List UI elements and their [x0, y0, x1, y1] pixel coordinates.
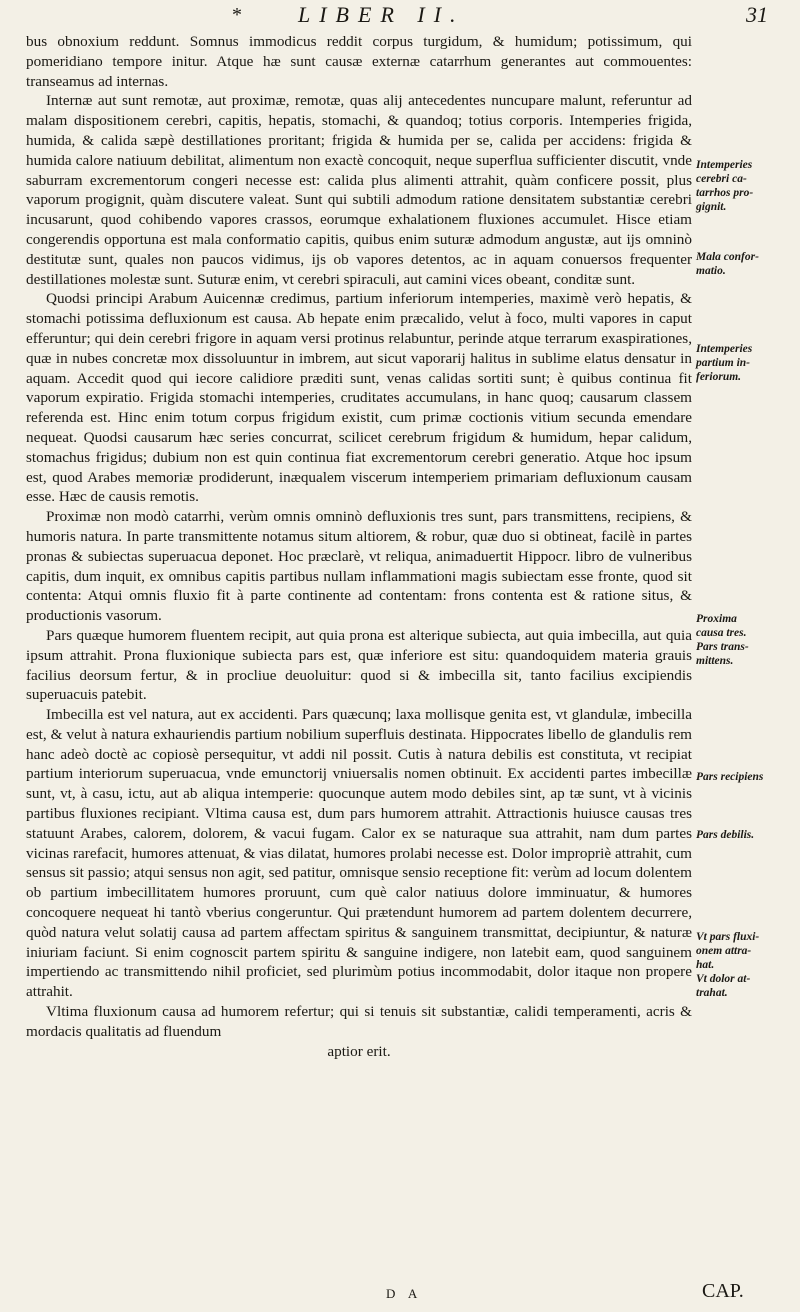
paragraph: Imbecilla est vel natura, aut ex accidenti. Pars quæcunq; laxa mollisque genita est, vt glandulæ, imbecilla est, & velut à natura exhauriendis partium nobilium superfluis destinata. Hippocrates libello de glandulis rem hanc adeò doctè ac copiosè persequitur, vt addi nil possit. Cutis à natura debilis est constituta, vt recipiat partium interiorum superuacua, vnde emunctorij vniuersalis nomen obtinuit. Ex accidenti partes imbecillæ sunt, vt, à casu, ictu, aut ab aliqua intemperie: quocunque autem modo debiles sint, ap tæ sunt, vt à vicinis partibus fluxiones recipiant. Vltima causa est, dum pars humorem attrahit. Attractionis huiusce causas tres statuunt Arabes, calorem, dolorem, & vacui fugam. Calor ex se naturaque sua attrahit, nam dum partes vicinas rarefacit, humores attenuat, & vias dilatat, humores prolabi necesse est. Dolor impropriè attrahit, cum sensus sit passio; atqui sensus non agit, sed patitur, omnisque sensio receptione fit: verùm ad locum dolentem ob partium imbecillitatem humores proruunt, cum què calor natiuus dolore imminuatur, & humores concoquere nequeat hi tantò vberius congeruntur. Qui prætendunt humorem ad partem dolentem decurrere, quòd natura velut solatij causa ad partem affectam spiritus & sanguinem transmittat, decipiuntur, & naturæ iniuriam faciunt. Si enim cognoscit partem spiritu & sanguine indigere, non latebit eam, quod sanguinem impertiendo ac transmittendo nihil proficiet, sed plurimùm potius incommodabit, dolor itaque non propere attrahit.: [26, 706, 692, 1001]
margin-note: Vt pars fluxi- onem attra- hat. Vt dolor at- trahat.: [696, 931, 760, 999]
page-number: 31: [746, 2, 768, 27]
paragraph: bus obnoxium reddunt. Somnus immodicus reddit corpus turgidum, & humidum; potissimum, qui pomeridiano tempore initur. Atque hæ sunt causæ externæ catarrhum generantes aut commouentes: transeamus ad internas.: [26, 33, 692, 90]
margin-note: Intemperies partium in- feriorum.: [696, 343, 753, 383]
paragraph: Quodsi principi Arabum Auicennæ credimus, partium inferiorum intemperies, maximè verò hepatis, & stomachi potissima defluxionum est causa. Ab hepate enim præcalido, velut à foco, multi vapores in caput efferuntur; qui dein cerebri frigore in aquam versi protinus relabuntur, perinde atque terrarum exaspirationes, quæ in nubes concretæ mox dissoluuntur in imbrem, aut sicut vaporarij halitus in sublime elatus densatur in aquam. Accedit quod qui iecore calidiore præditi sunt, venas calidas sortiti sunt; è quibus continua fit vaporum expiratio. Frigida stomachi intemperies, cruditates accumulans, in hanc quoq; causarum classem referenda est. Hinc enim totum corpus frigidum existit, cum primæ coctionis vitium secunda emendare nequeat. Quodsi causarum hæc series concurrat, scilicet cerebrum frigidum & humidum, hepar calidum, stomachus frigidus; dubium non est quin continua fiat excrementorum cerebri generatio. Atque hoc ipsum est, quod Arabes memoriæ prodiderunt, inæqualem viscerum intemperiem primariam defluxionum causam esse. Hæc de causis remotis.: [26, 290, 692, 506]
paragraph: aptior erit.: [327, 1042, 391, 1060]
running-title: LIBER II.: [298, 2, 465, 27]
margin-note: Pars debilis.: [696, 829, 755, 841]
paragraph: Vltima fluxionum causa ad humorem refertur; qui si tenuis sit substantiæ, calidi temperamenti, acris & mordacis qualitatis ad fluendum: [26, 1003, 692, 1040]
running-header: [0, 2, 800, 32]
margin-note: Intemperies cerebri ca- tarrhos pro- gignit.: [696, 159, 754, 213]
margin-note: Mala confor- matio.: [696, 251, 759, 277]
header-ornament: *: [232, 4, 242, 26]
main-text: [26, 32, 692, 1061]
margin-note: Proxima causa tres. Pars trans- mittens.: [696, 613, 749, 667]
page-footer: [0, 1280, 800, 1308]
paragraph: Pars quæque humorem fluentem recipit, aut quia prona est alterique subiecta, aut quia imbecilla, aut quia ipsum attrahit. Prona fluxionique subiecta pars est, quæ inferiore est situ: quandoquidem materia grauis facilius deorsum fertur, & in procliue deuoluitur: quod si & imbecilla sit, tanto facilius excipiendis superuacuis patebit.: [26, 626, 692, 704]
margin-note: Pars recipiens: [696, 771, 764, 783]
paragraph: Internæ aut sunt remotæ, aut proximæ, remotæ, quas alij antecedentes nuncupare malunt, referuntur ad malam dispositionem cerebri, capitis, hepatis, stomachi, & quandoq; totius corporis. Intemperies frigida, humida, & calida sæpè destillationes proritant; frigida & humida per se, calida per accidens: frigida & humida calore natiuum debilitat, alimentum non exactè concoquit, neque superflua sufficienter discutit, vnde saburram excrementorum congeri necesse est: calida plus alimenti attrahit, quàm conficere possit, plus vaporum progignit, quàm discutere valeat. Sunt qui subtili admodum ratione densitatem substantiæ cerebri incusarunt, quod cohibendo vapores crassos, eorumque exhalationem fluxiones accumulet. Hisce etiam congerendis opportuna est mala conformatio capitis, quibus enim suturæ admodum angustæ, aut ijs omninò destitutæ sunt, quales non paucos vidimus, ijs ob vapores detentos, ac in aquam conuersos frequenter destillationes molestæ sunt. Suturæ enim, vt cerebri spiraculi, aut camini vices obeant, conditæ sunt.: [26, 92, 692, 288]
paragraph: Proximæ non modò catarrhi, verùm omnis omninò defluxionis tres sunt, pars transmittens, recipiens, & humoris natura. In parte transmittente notamus situm altiorem, & robur, quæ duo si obtineat, facilè in partes pronas & subiectas superuacua deponet. Hoc præclarè, vt reliqua, animaduertit Hippocr. libro de vulneribus capitis, dum inquit, ex omnibus capitis partibus nullam inflammationi magis subiectam esse fronte, quod sit contenta: Atqui omnis fluxio fit à parte continente ad contentam: frons contenta est & ratione situs, & productionis vasorum.: [26, 508, 692, 625]
signature-mark: D A: [386, 1286, 423, 1301]
catchword: CAP.: [702, 1280, 744, 1302]
